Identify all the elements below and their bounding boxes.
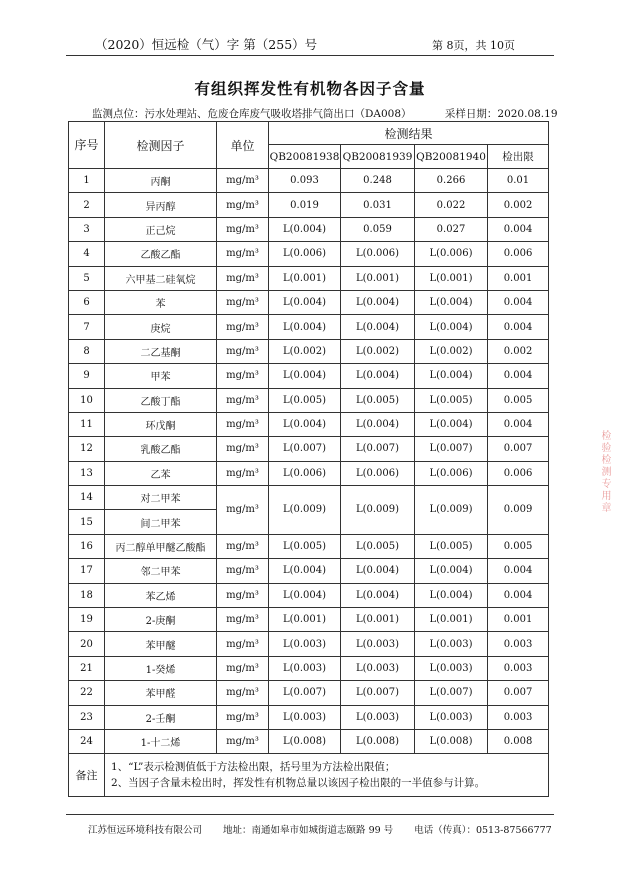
row-factor: 邻二甲苯 [105, 559, 217, 583]
row-value: L(0.004) [415, 412, 488, 436]
table-row [69, 437, 549, 461]
row-factor: 异丙醇 [105, 193, 217, 217]
note-line: 2、当因子含量未检出时，挥发性有机物总量以该因子检出限的一半值参与计算。 [111, 777, 486, 790]
row-value: L(0.003) [269, 656, 341, 680]
row-no: 23 [69, 705, 105, 729]
row-limit: 0.004 [488, 217, 549, 241]
row-limit: 0.001 [488, 608, 549, 632]
row-factor: 丙酮 [105, 169, 217, 193]
row-value: L(0.003) [341, 656, 415, 680]
row-limit: 0.002 [488, 339, 549, 363]
row-limit: 0.004 [488, 364, 549, 388]
row-value: L(0.004) [341, 364, 415, 388]
row-value: L(0.006) [341, 242, 415, 266]
row-limit: 0.004 [488, 412, 549, 436]
footer-divider [66, 814, 554, 815]
row-limit: 0.004 [488, 583, 549, 607]
row-value: L(0.007) [269, 681, 341, 705]
row-unit: mg/m³ [217, 608, 269, 632]
row-value: L(0.006) [415, 461, 488, 485]
row-factor: 甲苯 [105, 364, 217, 388]
row-unit: mg/m³ [217, 217, 269, 241]
row-limit: 0.007 [488, 681, 549, 705]
table-row [69, 656, 549, 680]
monitoring-meta [92, 106, 558, 121]
table-row [69, 632, 549, 656]
row-no: 9 [69, 364, 105, 388]
table-row [69, 681, 549, 705]
row-no: 10 [69, 388, 105, 412]
row-value: L(0.004) [269, 290, 341, 314]
row-no: 18 [69, 583, 105, 607]
row-limit: 0.008 [488, 729, 549, 753]
row-unit: mg/m³ [217, 412, 269, 436]
row-factor: 环戊酮 [105, 412, 217, 436]
row-no: 16 [69, 534, 105, 558]
row-value: L(0.004) [269, 559, 341, 583]
row-limit: 0.003 [488, 705, 549, 729]
col-no-header: 序号 [69, 122, 105, 169]
table-row [69, 534, 549, 558]
row-unit: mg/m³ [217, 632, 269, 656]
row-value: 0.022 [415, 193, 488, 217]
row-value: L(0.008) [269, 729, 341, 753]
row-value: L(0.002) [415, 339, 488, 363]
row-no: 6 [69, 290, 105, 314]
row-no: 11 [69, 412, 105, 436]
row-no: 20 [69, 632, 105, 656]
row-unit: mg/m³ [217, 169, 269, 193]
page-title: 有组织挥发性有机物各因子含量 [194, 79, 426, 98]
table-row [69, 729, 549, 753]
row-factor: 乙苯 [105, 461, 217, 485]
table-row [69, 169, 549, 193]
table-row [69, 217, 549, 241]
row-unit: mg/m³ [217, 364, 269, 388]
row-value: L(0.006) [269, 461, 341, 485]
row-value: L(0.005) [341, 534, 415, 558]
row-value: L(0.007) [415, 437, 488, 461]
row-unit: mg/m³ [217, 242, 269, 266]
row-limit: 0.006 [488, 242, 549, 266]
row-value: L(0.002) [341, 339, 415, 363]
notes [105, 754, 549, 797]
row-value: L(0.001) [269, 266, 341, 290]
row-limit: 0.003 [488, 632, 549, 656]
table-row [69, 559, 549, 583]
seal-stamp: 检验检测专用章 [599, 430, 610, 514]
row-value: L(0.005) [415, 534, 488, 558]
row-value: L(0.003) [415, 656, 488, 680]
table-row [69, 364, 549, 388]
row-value: L(0.005) [415, 388, 488, 412]
table-row [69, 608, 549, 632]
row-limit: 0.002 [488, 193, 549, 217]
row-limit: 0.003 [488, 656, 549, 680]
notes-label: 备注 [69, 754, 105, 797]
row-value: L(0.004) [269, 315, 341, 339]
row-no: 24 [69, 729, 105, 753]
row-value: 0.266 [415, 169, 488, 193]
row-value: 0.093 [269, 169, 341, 193]
col-factor-header: 检测因子 [105, 122, 217, 169]
col-limit-header: 检出限 [488, 145, 549, 169]
col-unit-header: 单位 [217, 122, 269, 169]
row-limit: 0.01 [488, 169, 549, 193]
row-unit: mg/m³ [217, 315, 269, 339]
row-no: 2 [69, 193, 105, 217]
row-factor: 庚烷 [105, 315, 217, 339]
row-value: L(0.007) [341, 437, 415, 461]
row-value: L(0.004) [269, 412, 341, 436]
row-value: L(0.007) [269, 437, 341, 461]
sample-id-header: QB20081939 [341, 145, 415, 169]
row-value: 0.019 [269, 193, 341, 217]
row-limit: 0.006 [488, 461, 549, 485]
row-factor: 苯甲醚 [105, 632, 217, 656]
row-unit: mg/m³ [217, 559, 269, 583]
row-unit: mg/m³ [217, 437, 269, 461]
row-value: L(0.001) [269, 608, 341, 632]
table-row [69, 290, 549, 314]
row-value: L(0.004) [415, 364, 488, 388]
row-value: L(0.003) [269, 705, 341, 729]
note-line: 1、“L”表示检测值低于方法检出限，括号里为方法检出限值； [111, 761, 396, 774]
row-unit: mg/m³ [217, 656, 269, 680]
table-row [69, 412, 549, 436]
row-value: L(0.005) [269, 388, 341, 412]
row-value: L(0.004) [415, 583, 488, 607]
row-value: L(0.006) [269, 242, 341, 266]
row-limit: 0.004 [488, 559, 549, 583]
sampling-date: 采样日期：2020.08.19 [444, 108, 558, 120]
row-factor: 1-癸烯 [105, 656, 217, 680]
table-row [69, 193, 549, 217]
row-factor: 苯乙烯 [105, 583, 217, 607]
row-value: L(0.008) [341, 729, 415, 753]
row-no: 13 [69, 461, 105, 485]
row-unit: mg/m³ [217, 290, 269, 314]
row-value: L(0.001) [415, 608, 488, 632]
row-value: L(0.006) [415, 242, 488, 266]
row-factor: 苯 [105, 290, 217, 314]
row-unit: mg/m³ [217, 729, 269, 753]
row-no: 4 [69, 242, 105, 266]
row-no: 3 [69, 217, 105, 241]
row-value: L(0.004) [269, 583, 341, 607]
row-value: 0.027 [415, 217, 488, 241]
row-factor: 乳酸乙酯 [105, 437, 217, 461]
row-no: 5 [69, 266, 105, 290]
monitoring-location: 监测点位：污水处理站、危废仓库废气吸收塔排气筒出口（DA008） [92, 108, 412, 120]
row-value: L(0.009) [269, 486, 341, 535]
row-factor: 间二甲苯 [105, 510, 217, 534]
row-unit: mg/m³ [217, 266, 269, 290]
row-value: L(0.004) [415, 559, 488, 583]
row-value: L(0.004) [269, 217, 341, 241]
row-value: L(0.003) [415, 705, 488, 729]
row-value: L(0.004) [341, 412, 415, 436]
row-value: L(0.008) [415, 729, 488, 753]
header-divider [66, 55, 554, 56]
sample-id-header: QB20081940 [415, 145, 488, 169]
row-unit: mg/m³ [217, 388, 269, 412]
table-row [69, 266, 549, 290]
row-factor: 2-庚酮 [105, 608, 217, 632]
footer-phone: 电话（传真）：0513-87566777 [414, 825, 552, 836]
row-value: L(0.004) [341, 559, 415, 583]
row-unit: mg/m³ [217, 486, 269, 535]
row-no: 7 [69, 315, 105, 339]
row-factor: 苯甲醛 [105, 681, 217, 705]
row-value: L(0.003) [341, 705, 415, 729]
row-factor: 丙二醇单甲醚乙酸酯 [105, 534, 217, 558]
table-row [69, 242, 549, 266]
row-value: L(0.005) [341, 388, 415, 412]
table-row [69, 339, 549, 363]
row-limit: 0.004 [488, 290, 549, 314]
row-limit: 0.009 [488, 486, 549, 535]
row-value: 0.031 [341, 193, 415, 217]
row-factor: 2-壬酮 [105, 705, 217, 729]
table-row [69, 486, 549, 510]
table-row [69, 388, 549, 412]
row-unit: mg/m³ [217, 705, 269, 729]
row-limit: 0.007 [488, 437, 549, 461]
row-value: L(0.004) [341, 290, 415, 314]
row-value: L(0.006) [341, 461, 415, 485]
row-value: L(0.003) [415, 632, 488, 656]
row-factor: 乙酸丁酯 [105, 388, 217, 412]
row-factor: 正己烷 [105, 217, 217, 241]
footer [88, 822, 570, 836]
row-value: L(0.009) [415, 486, 488, 535]
row-unit: mg/m³ [217, 461, 269, 485]
row-factor: 对二甲苯 [105, 486, 217, 510]
row-limit: 0.005 [488, 388, 549, 412]
page-info: 第 8页，共 10页 [432, 39, 515, 52]
row-value: L(0.009) [341, 486, 415, 535]
footer-address: 地址：南通如皋市如城街道志颐路 99 号 [223, 825, 394, 836]
row-value: L(0.004) [415, 315, 488, 339]
table-row [69, 461, 549, 485]
row-no: 14 [69, 486, 105, 510]
row-value: L(0.003) [341, 632, 415, 656]
row-value: L(0.005) [269, 534, 341, 558]
row-factor: 1-十二烯 [105, 729, 217, 753]
row-limit: 0.001 [488, 266, 549, 290]
row-value: L(0.002) [269, 339, 341, 363]
table-row [69, 583, 549, 607]
row-value: L(0.004) [269, 364, 341, 388]
row-value: L(0.007) [341, 681, 415, 705]
col-results-header: 检测结果 [269, 122, 549, 145]
row-unit: mg/m³ [217, 339, 269, 363]
doc-number: （2020）恒远检（气）字 第（255）号 [95, 37, 318, 52]
row-no: 1 [69, 169, 105, 193]
row-unit: mg/m³ [217, 681, 269, 705]
row-value: L(0.001) [341, 608, 415, 632]
sample-id-header: QB20081938 [269, 145, 341, 169]
row-no: 12 [69, 437, 105, 461]
row-value: L(0.001) [341, 266, 415, 290]
row-unit: mg/m³ [217, 193, 269, 217]
row-factor: 六甲基二硅氧烷 [105, 266, 217, 290]
row-value: L(0.004) [415, 290, 488, 314]
table-row [69, 315, 549, 339]
row-limit: 0.004 [488, 315, 549, 339]
row-value: L(0.001) [415, 266, 488, 290]
results-table [68, 121, 549, 797]
footer-company: 江苏恒远环境科技有限公司 [88, 825, 203, 836]
row-unit: mg/m³ [217, 583, 269, 607]
row-value: L(0.007) [415, 681, 488, 705]
row-no: 21 [69, 656, 105, 680]
row-no: 15 [69, 510, 105, 534]
row-value: L(0.004) [341, 583, 415, 607]
row-unit: mg/m³ [217, 534, 269, 558]
row-no: 17 [69, 559, 105, 583]
row-value: L(0.003) [269, 632, 341, 656]
row-factor: 二乙基酮 [105, 339, 217, 363]
row-value: 0.059 [341, 217, 415, 241]
row-value: 0.248 [341, 169, 415, 193]
row-no: 19 [69, 608, 105, 632]
table-row [69, 705, 549, 729]
row-value: L(0.004) [341, 315, 415, 339]
row-no: 22 [69, 681, 105, 705]
row-no: 8 [69, 339, 105, 363]
row-limit: 0.005 [488, 534, 549, 558]
row-factor: 乙酸乙酯 [105, 242, 217, 266]
